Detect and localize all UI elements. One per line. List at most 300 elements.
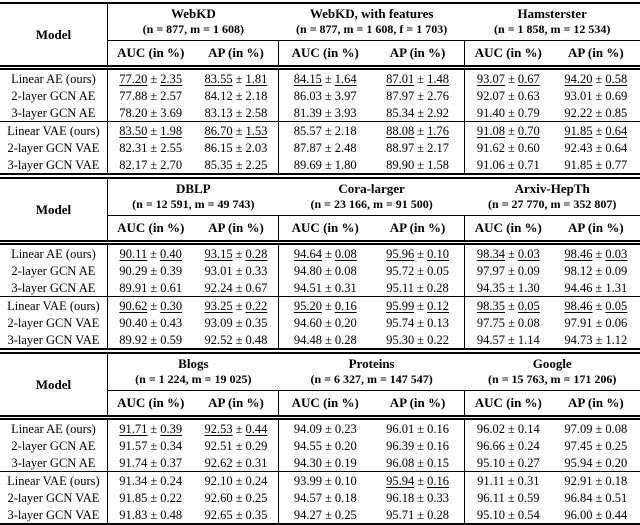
model-name: 2-layer GCN AE: [0, 262, 107, 279]
metric-value: [464, 87, 551, 104]
metric-value: [464, 104, 551, 122]
metric-value: [107, 122, 193, 140]
dataset-name: DBLP: [176, 181, 211, 196]
plus-minus-sign: ±: [235, 123, 243, 138]
metric-mean: 94.20: [564, 71, 593, 86]
metric-std: 0.44: [245, 421, 268, 436]
model-name: 3-layer GCN AE: [0, 279, 107, 297]
metric-std: 0.39: [160, 263, 183, 278]
metric-value: [279, 139, 371, 156]
model-name: 2-layer GCN VAE: [0, 489, 107, 506]
metric-value: [194, 314, 279, 331]
metric-std: 0.18: [334, 490, 357, 505]
plus-minus-sign: ±: [507, 140, 515, 155]
ap-header: AP (in %): [194, 216, 279, 243]
metric-std: 0.23: [334, 421, 357, 436]
plus-minus-sign: ±: [324, 88, 332, 103]
plus-minus-sign: ±: [595, 280, 603, 295]
metric-std: 1.31: [605, 280, 628, 295]
model-name: Linear VAE (ours): [0, 122, 107, 140]
metric-value: [371, 472, 464, 490]
metric-value: [107, 104, 193, 122]
metric-std: 0.20: [605, 455, 628, 470]
metric-std: 0.39: [160, 421, 183, 436]
metric-std: 0.60: [517, 140, 540, 155]
metric-mean: 94.57: [476, 332, 505, 347]
plus-minus-sign: ±: [150, 298, 158, 313]
metric-mean: 95.30: [386, 332, 415, 347]
metric-mean: 94.64: [293, 246, 322, 261]
plus-minus-sign: ±: [150, 455, 158, 470]
metric-value: [371, 279, 464, 297]
metric-mean: 89.91: [119, 280, 148, 295]
dataset-name: WebKD, with features: [309, 6, 434, 21]
metric-mean: 92.91: [564, 473, 593, 488]
metric-mean: 95.72: [386, 263, 415, 278]
metric-value: [107, 472, 193, 490]
metric-std: 0.24: [245, 473, 268, 488]
dataset-header: [279, 178, 465, 216]
metric-mean: 92.52: [204, 332, 233, 347]
metric-std: 0.58: [605, 71, 628, 86]
metric-std: 0.67: [245, 280, 268, 295]
metric-mean: 91.06: [476, 157, 505, 172]
metric-mean: 88.97: [386, 140, 415, 155]
metric-std: 1.48: [427, 71, 449, 86]
plus-minus-sign: ±: [150, 421, 158, 436]
dataset-header-row: [0, 3, 640, 41]
metric-std: 2.76: [427, 88, 449, 103]
metric-mean: 98.35: [476, 298, 505, 313]
metric-value: [194, 243, 279, 263]
metric-mean: 91.11: [477, 473, 505, 488]
metric-mean: 84.12: [204, 88, 233, 103]
metric-value: [194, 262, 279, 279]
metric-std: 0.10: [334, 473, 357, 488]
metric-mean: 95.94: [564, 455, 593, 470]
metric-value: [194, 297, 279, 315]
metric-std: 1.58: [427, 157, 449, 172]
metric-value: [107, 139, 193, 156]
results-table-3: [0, 352, 640, 525]
metric-value: [552, 314, 640, 331]
metric-value: [371, 156, 464, 174]
plus-minus-sign: ±: [324, 123, 332, 138]
plus-minus-sign: ±: [595, 140, 603, 155]
metric-value: [552, 418, 640, 438]
metric-mean: 78.20: [119, 105, 148, 120]
plus-minus-sign: ±: [507, 71, 515, 86]
metric-mean: 86.03: [293, 88, 322, 103]
metric-std: 2.17: [427, 140, 449, 155]
metric-mean: 94.35: [476, 280, 505, 295]
metric-value: [107, 156, 193, 174]
plus-minus-sign: ±: [150, 490, 158, 505]
metric-value: [279, 87, 371, 104]
plus-minus-sign: ±: [417, 123, 425, 138]
metric-value: [279, 279, 371, 297]
plus-minus-sign: ±: [417, 490, 425, 505]
metric-mean: 95.94: [386, 473, 415, 488]
metric-std: 3.97: [334, 88, 357, 103]
metric-mean: 93.07: [476, 71, 505, 86]
metric-mean: 87.01: [386, 71, 415, 86]
metric-mean: 92.60: [204, 490, 233, 505]
plus-minus-sign: ±: [235, 473, 243, 488]
model-name: 2-layer GCN VAE: [0, 314, 107, 331]
plus-minus-sign: ±: [235, 455, 243, 470]
metric-std: 0.79: [517, 105, 540, 120]
metric-std: 0.37: [160, 455, 183, 470]
metric-value: [107, 437, 193, 454]
dataset-stats: (n = 877, m = 1 608, f = 1 703): [296, 22, 448, 36]
plus-minus-sign: ±: [324, 71, 332, 86]
metric-mean: 85.57: [293, 123, 322, 138]
plus-minus-sign: ±: [235, 438, 243, 453]
metric-value: [194, 87, 279, 104]
metric-std: 0.12: [427, 298, 449, 313]
plus-minus-sign: ±: [507, 246, 515, 261]
model-name: 3-layer GCN VAE: [0, 506, 107, 524]
plus-minus-sign: ±: [595, 473, 603, 488]
metric-value: [464, 454, 551, 472]
plus-minus-sign: ±: [417, 507, 425, 522]
metric-value: [279, 262, 371, 279]
metric-mean: 93.25: [204, 298, 233, 313]
metric-value: [194, 279, 279, 297]
metric-std: 2.92: [427, 105, 449, 120]
plus-minus-sign: ±: [595, 298, 603, 313]
plus-minus-sign: ±: [324, 246, 332, 261]
metric-std: 0.08: [517, 315, 540, 330]
metric-mean: 93.99: [293, 473, 322, 488]
plus-minus-sign: ±: [324, 507, 332, 522]
metric-value: [107, 279, 193, 297]
metric-std: 2.70: [160, 157, 183, 172]
model-name: 3-layer GCN VAE: [0, 156, 107, 174]
metric-std: 1.81: [245, 71, 268, 86]
metric-std: 0.31: [517, 473, 540, 488]
metric-value: [552, 156, 640, 174]
metric-std: 1.80: [334, 157, 357, 172]
metric-mean: 94.60: [293, 315, 322, 330]
plus-minus-sign: ±: [595, 455, 603, 470]
plus-minus-sign: ±: [150, 105, 158, 120]
plus-minus-sign: ±: [507, 123, 515, 138]
metric-mean: 98.46: [564, 298, 593, 313]
metric-mean: 91.62: [476, 140, 505, 155]
metric-value: [194, 156, 279, 174]
metric-mean: 95.11: [386, 280, 414, 295]
dataset-name: Proteins: [348, 356, 395, 371]
dataset-stats: (n = 27 770, m = 352 807): [488, 197, 617, 211]
metric-value: [552, 331, 640, 349]
metric-value: [371, 139, 464, 156]
dataset-header-row: [0, 178, 640, 216]
metric-value: [464, 68, 551, 88]
auc-header: AUC (in %): [464, 391, 551, 418]
metric-std: 0.08: [334, 246, 357, 261]
metric-value: [107, 331, 193, 349]
ae-section: [0, 68, 640, 122]
dataset-name: Google: [532, 356, 572, 371]
metric-value: [371, 314, 464, 331]
dataset-stats: (n = 23 166, m = 91 500): [310, 197, 433, 211]
model-name: 3-layer GCN AE: [0, 104, 107, 122]
table-row: [0, 297, 640, 315]
ae-section: [0, 243, 640, 297]
metric-value: [279, 243, 371, 263]
metric-value: [464, 262, 551, 279]
metric-value: [464, 314, 551, 331]
auc-header: AUC (in %): [464, 41, 551, 68]
metric-mean: 91.57: [119, 438, 148, 453]
model-column-header: Model: [0, 353, 107, 418]
metric-std: 0.05: [605, 298, 628, 313]
plus-minus-sign: ±: [595, 88, 603, 103]
plus-minus-sign: ±: [235, 298, 243, 313]
model-name: Linear AE (ours): [0, 68, 107, 88]
auc-header: AUC (in %): [464, 216, 551, 243]
dataset-header: [279, 353, 465, 391]
metric-mean: 92.22: [564, 105, 593, 120]
metric-mean: 92.53: [204, 421, 233, 436]
metric-value: [279, 454, 371, 472]
metric-value: [194, 472, 279, 490]
metric-std: 0.85: [605, 105, 628, 120]
metric-std: 2.25: [245, 157, 268, 172]
plus-minus-sign: ±: [417, 455, 425, 470]
metric-mean: 86.70: [204, 123, 233, 138]
metric-mean: 98.46: [564, 246, 593, 261]
table-row: [0, 68, 640, 88]
table-row: [0, 331, 640, 349]
plus-minus-sign: ±: [595, 246, 603, 261]
plus-minus-sign: ±: [417, 157, 425, 172]
plus-minus-sign: ±: [595, 332, 603, 347]
metric-value: [279, 331, 371, 349]
metric-value: [371, 87, 464, 104]
metric-mean: 91.74: [119, 455, 148, 470]
metric-value: [371, 297, 464, 315]
dataset-stats: (n = 12 591, m = 49 743): [132, 197, 255, 211]
plus-minus-sign: ±: [324, 140, 332, 155]
plus-minus-sign: ±: [507, 280, 515, 295]
metric-mean: 85.34: [386, 105, 415, 120]
plus-minus-sign: ±: [595, 315, 603, 330]
metric-value: [552, 454, 640, 472]
metric-mean: 95.74: [386, 315, 415, 330]
plus-minus-sign: ±: [507, 263, 515, 278]
plus-minus-sign: ±: [235, 507, 243, 522]
plus-minus-sign: ±: [235, 315, 243, 330]
metric-std: 0.34: [160, 438, 183, 453]
metric-value: [194, 418, 279, 438]
metric-value: [279, 68, 371, 88]
metric-mean: 97.91: [564, 315, 593, 330]
results-table-2: [0, 177, 640, 350]
metric-std: 0.24: [160, 473, 183, 488]
metric-mean: 83.55: [204, 71, 233, 86]
table-row: [0, 104, 640, 122]
dataset-header: [464, 178, 640, 216]
plus-minus-sign: ±: [235, 332, 243, 347]
dataset-name: Cora-larger: [338, 181, 405, 196]
metric-std: 1.76: [427, 123, 449, 138]
table-row: [0, 279, 640, 297]
plus-minus-sign: ±: [235, 263, 243, 278]
plus-minus-sign: ±: [595, 263, 603, 278]
metric-std: 0.16: [427, 438, 449, 453]
table-row: [0, 472, 640, 490]
table-row: [0, 437, 640, 454]
model-name: 3-layer GCN AE: [0, 454, 107, 472]
metric-value: [107, 262, 193, 279]
metric-std: 0.22: [245, 298, 268, 313]
dataset-header: [107, 3, 279, 41]
plus-minus-sign: ±: [235, 140, 243, 155]
metric-std: 0.31: [334, 280, 357, 295]
ap-header: AP (in %): [194, 41, 279, 68]
metric-std: 2.18: [245, 88, 268, 103]
metric-value: [194, 104, 279, 122]
metric-std: 0.48: [245, 332, 268, 347]
metric-value: [464, 156, 551, 174]
plus-minus-sign: ±: [507, 105, 515, 120]
metric-value: [279, 297, 371, 315]
table-row: [0, 418, 640, 438]
metric-mean: 91.40: [476, 105, 505, 120]
metric-mean: 92.43: [564, 140, 593, 155]
metric-value: [194, 437, 279, 454]
metric-value: [371, 243, 464, 263]
plus-minus-sign: ±: [324, 105, 332, 120]
plus-minus-sign: ±: [150, 263, 158, 278]
metric-std: 0.77: [605, 157, 628, 172]
dataset-header: [464, 3, 640, 41]
plus-minus-sign: ±: [507, 438, 515, 453]
metric-mean: 96.02: [476, 421, 505, 436]
metric-value: [107, 243, 193, 263]
metric-value: [107, 418, 193, 438]
metric-std: 1.53: [245, 123, 268, 138]
plus-minus-sign: ±: [507, 88, 515, 103]
plus-minus-sign: ±: [324, 455, 332, 470]
plus-minus-sign: ±: [507, 315, 515, 330]
table-row: [0, 314, 640, 331]
metric-std: 0.28: [245, 246, 268, 261]
metric-value: [371, 262, 464, 279]
metric-std: 0.33: [427, 490, 449, 505]
metric-mean: 89.92: [119, 332, 148, 347]
metric-mean: 93.01: [564, 88, 593, 103]
metric-value: [552, 472, 640, 490]
auc-header: AUC (in %): [107, 391, 193, 418]
metric-std: 0.18: [605, 473, 628, 488]
metric-std: 0.30: [160, 298, 183, 313]
metric-value: [552, 489, 640, 506]
metric-mean: 94.30: [293, 455, 322, 470]
plus-minus-sign: ±: [324, 473, 332, 488]
table-row: [0, 262, 640, 279]
metric-mean: 95.20: [293, 298, 322, 313]
metric-std: 0.25: [245, 490, 268, 505]
metric-mean: 90.40: [119, 315, 148, 330]
plus-minus-sign: ±: [595, 438, 603, 453]
dataset-name: Arxiv-HepTh: [514, 181, 590, 196]
plus-minus-sign: ±: [417, 71, 425, 86]
metric-value: [279, 122, 371, 140]
metric-value: [279, 104, 371, 122]
model-name: Linear AE (ours): [0, 418, 107, 438]
plus-minus-sign: ±: [150, 315, 158, 330]
plus-minus-sign: ±: [595, 71, 603, 86]
metric-value: [194, 68, 279, 88]
plus-minus-sign: ±: [150, 140, 158, 155]
metric-mean: 77.88: [119, 88, 148, 103]
metric-std: 2.48: [334, 140, 357, 155]
metric-mean: 94.09: [293, 421, 322, 436]
metric-value: [464, 472, 551, 490]
metric-mean: 94.57: [293, 490, 322, 505]
metric-mean: 91.83: [119, 507, 148, 522]
metric-value: [552, 68, 640, 88]
plus-minus-sign: ±: [507, 332, 515, 347]
metric-std: 0.25: [334, 507, 357, 522]
ap-header: AP (in %): [194, 391, 279, 418]
metric-std: 0.22: [427, 332, 449, 347]
vae-section: [0, 297, 640, 350]
metric-value: [552, 243, 640, 263]
dataset-header: [279, 3, 465, 41]
metric-value: [279, 506, 371, 524]
metric-value: [279, 489, 371, 506]
metric-std: 0.33: [245, 263, 268, 278]
metric-value: [194, 489, 279, 506]
metric-value: [194, 139, 279, 156]
metric-value: [552, 262, 640, 279]
metric-std: 0.28: [426, 280, 449, 295]
metric-mean: 93.15: [204, 246, 233, 261]
plus-minus-sign: ±: [507, 507, 515, 522]
metric-value: [194, 506, 279, 524]
metric-value: [371, 418, 464, 438]
plus-minus-sign: ±: [150, 507, 158, 522]
metric-std: 0.05: [517, 298, 540, 313]
metric-value: [194, 331, 279, 349]
metric-value: [464, 297, 551, 315]
table-row: [0, 139, 640, 156]
metric-std: 0.22: [160, 490, 183, 505]
metric-mean: 85.35: [204, 157, 233, 172]
metric-mean: 92.62: [204, 455, 233, 470]
plus-minus-sign: ±: [235, 157, 243, 172]
metric-std: 0.08: [605, 421, 628, 436]
plus-minus-sign: ±: [150, 332, 158, 347]
model-name: 2-layer GCN AE: [0, 87, 107, 104]
plus-minus-sign: ±: [507, 455, 515, 470]
dataset-name: WebKD: [170, 6, 216, 21]
metric-std: 2.03: [245, 140, 268, 155]
dataset-name: Blogs: [178, 356, 209, 371]
metric-mean: 91.85: [564, 123, 593, 138]
metric-mean: 97.97: [476, 263, 505, 278]
metric-std: 0.29: [245, 438, 268, 453]
metric-std: 0.20: [334, 315, 357, 330]
metric-mean: 92.51: [204, 438, 233, 453]
metric-value: [371, 68, 464, 88]
plus-minus-sign: ±: [417, 105, 425, 120]
